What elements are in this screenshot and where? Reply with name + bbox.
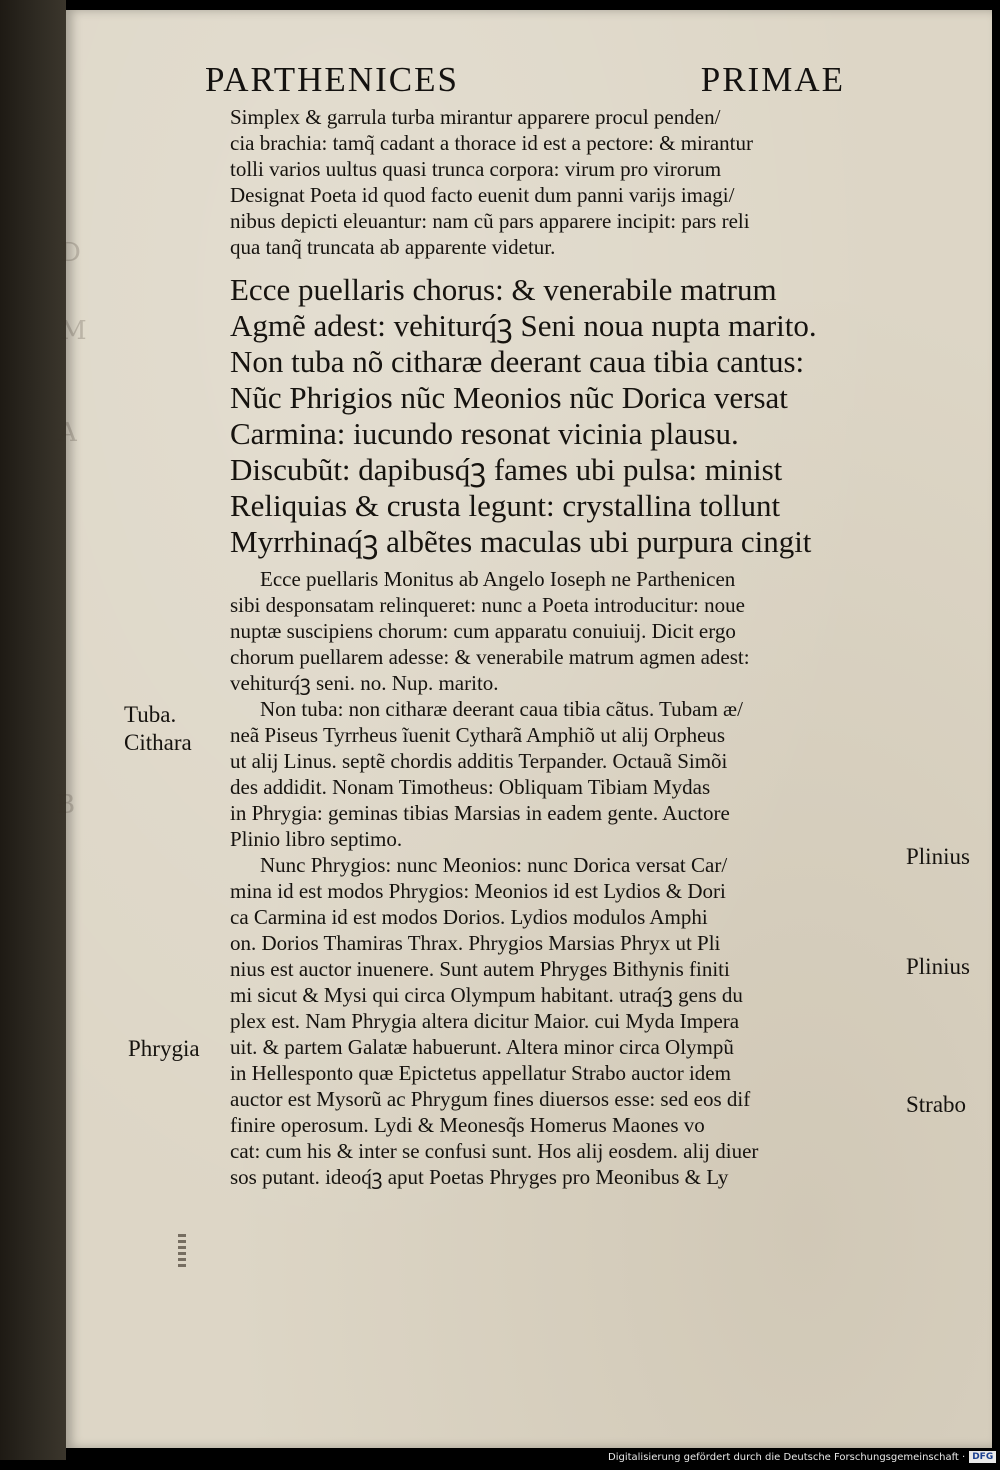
running-header (205, 60, 845, 100)
text-line: neã Piseus Tyrrheus ĩuenit Cytharã Amphiõ ut alij Orpheus (230, 723, 726, 747)
text-line: Plinio libro septimo. (230, 827, 403, 851)
text-line: tolli varios uultus quasi trunca corpora: virum pro virorum (230, 157, 722, 181)
text-line: nibus depicti eleuantur: nam cũ pars apparere incipit: pars reli (230, 209, 750, 233)
text-line: Non tuba: non citharæ deerant caua tibia cãtus. Tubam æ/ (260, 697, 743, 721)
text-line: nius est auctor inuenere. Sunt autem Phryges Bithynis finiti (230, 957, 730, 981)
text-line: des addidit. Nonam Timotheus: Obliquam Tibiam Mydas (230, 775, 711, 799)
margin-note-plinius: Plinius (906, 844, 970, 869)
verse-line: Myrrhinaq́ꝫ albẽtes maculas ubi purpura cingit (230, 524, 812, 559)
text-line: Ecce puellaris Monitus ab Angelo Ioseph ne Parthenicen (260, 567, 736, 591)
text-line: cat: cum his & inter se confusi sunt. Hos alij eosdem. alij diuer (230, 1139, 759, 1163)
text-line: vehiturq́ꝫ seni. no. Nup. marito. (230, 671, 499, 695)
verse-line: Non tuba nõ citharæ deerant caua tibia cantus: (230, 344, 805, 379)
text-line: nuptæ suscipiens chorum: cum apparatu conuiuij. Dicit ergo (230, 619, 736, 643)
printers-mark (178, 1234, 186, 1268)
text-line: ca Carmina id est modos Dorios. Lydios modulos Amphi (230, 905, 708, 929)
bleed-through-mark: A (58, 418, 77, 448)
verse-line: Discubũt: dapibusq́ꝫ fames ubi pulsa: minist (230, 452, 783, 487)
verse-line: Agmẽ adest: vehiturq́ꝫ Seni noua nupta marito. (230, 308, 817, 343)
text-line: cia brachia: tamq̃ cadant a thorace id est a pectore: & mirantur (230, 131, 754, 155)
text-line: auctor est Mysorũ ac Phrygum fines diuersos esse: sed eos dif (230, 1087, 751, 1111)
text-line: in Phrygia: geminas tibias Marsias in eadem gente. Auctore (230, 801, 730, 825)
header-right: PRIMAE (700, 60, 845, 99)
text-line: on. Dorios Thamiras Thrax. Phrygios Marsias Phryx ut Pli (230, 931, 721, 955)
text-line: sibi desponsatam relinqueret: nunc a Poeta introducitur: noue (230, 593, 745, 617)
text-line: plex est. Nam Phrygia altera dicitur Maior. cui Myda Impera (230, 1009, 740, 1033)
bleed-through-mark: B (56, 790, 76, 820)
text-line: qua tanq̃ truncata ab apparente videtur. (230, 235, 556, 259)
verse-line: Carmina: iucundo resonat vicinia plausu. (230, 416, 739, 451)
verse-line: Ecce puellaris chorus: & venerabile matrum (230, 272, 777, 307)
margin-note-plinius: Plinius (906, 954, 970, 979)
header-left: PARTHENICES (205, 60, 459, 99)
text-line: mina id est modos Phrygios: Meonios id est Lydios & Dori (230, 879, 726, 903)
digitization-footer (608, 1451, 996, 1463)
margin-note-strabo: Strabo (906, 1092, 967, 1117)
verse-line: Nũc Phrigios nũc Meonios nũc Dorica versat (230, 380, 788, 415)
text-line: ut alij Linus. septẽ chordis additis Terpander. Octauã Simõi (230, 749, 728, 773)
bleed-through-mark: D (60, 238, 81, 268)
facing-page-edge (0, 0, 66, 1460)
commentary-top (230, 104, 910, 260)
text-line: uit. & partem Galatæ habuerunt. Altera minor circa Olympũ (230, 1035, 734, 1059)
text-line: finire operosum. Lydi & Meonesq̃s Homerus Maones vo (230, 1113, 705, 1137)
text-line: Designat Poeta id quod facto euenit dum panni varijs imagi/ (230, 183, 735, 207)
dfg-logo: DFG (969, 1451, 996, 1463)
text-line: mi sicut & Mysi qui circa Olympum habitant. utraq́ꝫ gens du (230, 983, 743, 1007)
text-line: Nunc Phrygios: nunc Meonios: nunc Dorica versat Car/ (260, 853, 728, 877)
text-line: Simplex & garrula turba mirantur apparere procul penden/ (230, 105, 721, 129)
bleed-through-mark: M (60, 316, 87, 346)
commentary-bottom (230, 566, 910, 1190)
footer-text: Digitalisierung gefördert durch die Deutsche Forschungsgemeinschaft · (608, 1451, 966, 1463)
text-line: in Hellesponto quæ Epictetus appellatur Strabo auctor idem (230, 1061, 731, 1085)
text-line: chorum puellarem adesse: & venerabile matrum agmen adest: (230, 645, 750, 669)
verse-line: Reliquias & crusta legunt: crystallina tollunt (230, 488, 781, 523)
verse-block (230, 272, 910, 560)
text-line: sos putant. ideoq́ꝫ aput Poetas Phryges pro Meonibus & Ly (230, 1165, 729, 1189)
margin-note-tuba: Tuba. (124, 702, 177, 727)
margin-note-cithara: Cithara (124, 730, 192, 755)
margin-note-phrygia: Phrygia (128, 1036, 200, 1061)
